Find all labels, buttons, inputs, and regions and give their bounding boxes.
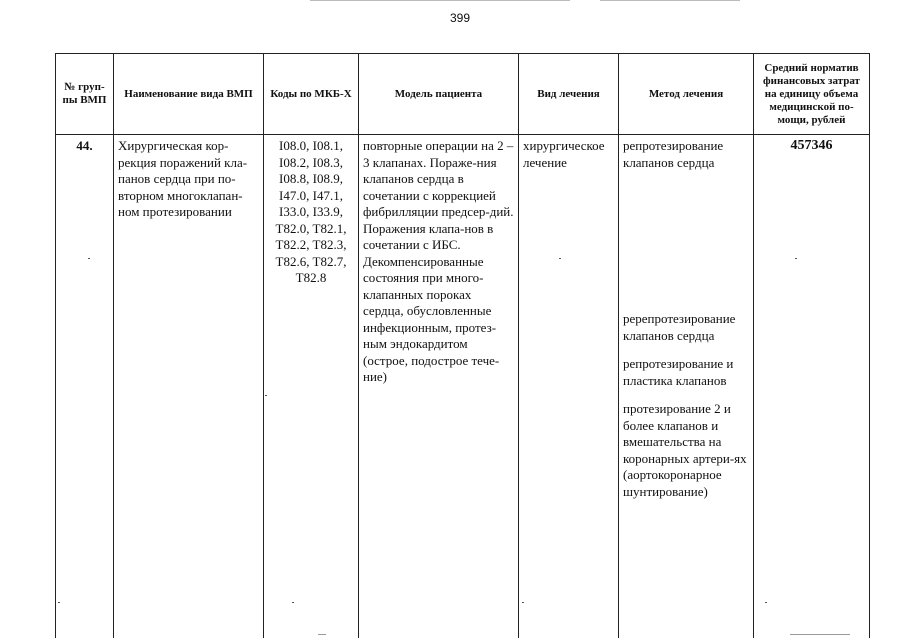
header-treatment-type: Вид лечения <box>519 54 619 135</box>
scan-speck <box>765 602 767 603</box>
method-item: ререпротезирование клапанов сердца <box>623 311 736 343</box>
cell-treatment-type: хирургическое лечение <box>519 135 619 639</box>
method-item: репротезирование клапанов сердца <box>623 138 724 170</box>
top-edge-rule <box>600 0 740 1</box>
header-codes: Коды по МКБ-Х <box>264 54 359 135</box>
cell-cost: 457346 <box>754 135 870 639</box>
cell-group-no: 44. <box>56 135 114 639</box>
cell-patient-model: повторные операции на 2 – 3 клапанах. Пораже-ния клапанов сердца в сочетании с коррекцией фибрилляции предсер-дий. Поражения клапа-нов в сочетании с ИБС. Декомпенсированные состояния при много-клапанных пороках сердца, обусловленные инфекционным, протез-ным эндокардитом (острое, подострое тече-ние) <box>359 135 519 639</box>
table-header-row <box>56 54 870 135</box>
scan-speck <box>795 258 797 259</box>
scan-speck <box>58 602 60 603</box>
header-treatment-method: Метод лечения <box>619 54 754 135</box>
header-name: Наименование вида ВМП <box>114 54 264 135</box>
scan-speck <box>265 395 267 396</box>
scan-speck <box>559 258 561 259</box>
bottom-edge-rule <box>790 634 850 635</box>
cell-codes: I08.0, I08.1, I08.2, I08.3, I08.8, I08.9, I47.0, I47.1, I33.0, I33.9, T82.0, T82.1, T82.2, T82.3, T82.6, T82.7, T82.8 <box>264 135 359 639</box>
scan-speck <box>522 602 524 603</box>
header-cost: Средний норматив финансовых затрат на единицу объема медицинской по-мощи, рублей <box>754 54 870 135</box>
cell-treatment-methods <box>619 135 754 639</box>
page-number: 399 <box>449 11 471 25</box>
vmp-table <box>55 53 870 638</box>
bottom-edge-rule <box>318 634 326 635</box>
table-row <box>56 135 870 639</box>
header-group-no: № груп-пы ВМП <box>56 54 114 135</box>
top-edge-rule <box>310 0 570 1</box>
cell-name: Хирургическая кор-рекция поражений кла-панов сердца при по-вторном многоклапан-ном протезировании <box>114 135 264 639</box>
method-item: репротезирование и пластика клапанов <box>623 356 734 388</box>
method-item: протезирование 2 и более клапанов и вмешательства на коронарных артери-ях (аортокоронарное шунтирование) <box>623 401 747 499</box>
header-patient-model: Модель пациента <box>359 54 519 135</box>
scan-speck <box>88 258 90 259</box>
scan-speck <box>292 602 294 603</box>
